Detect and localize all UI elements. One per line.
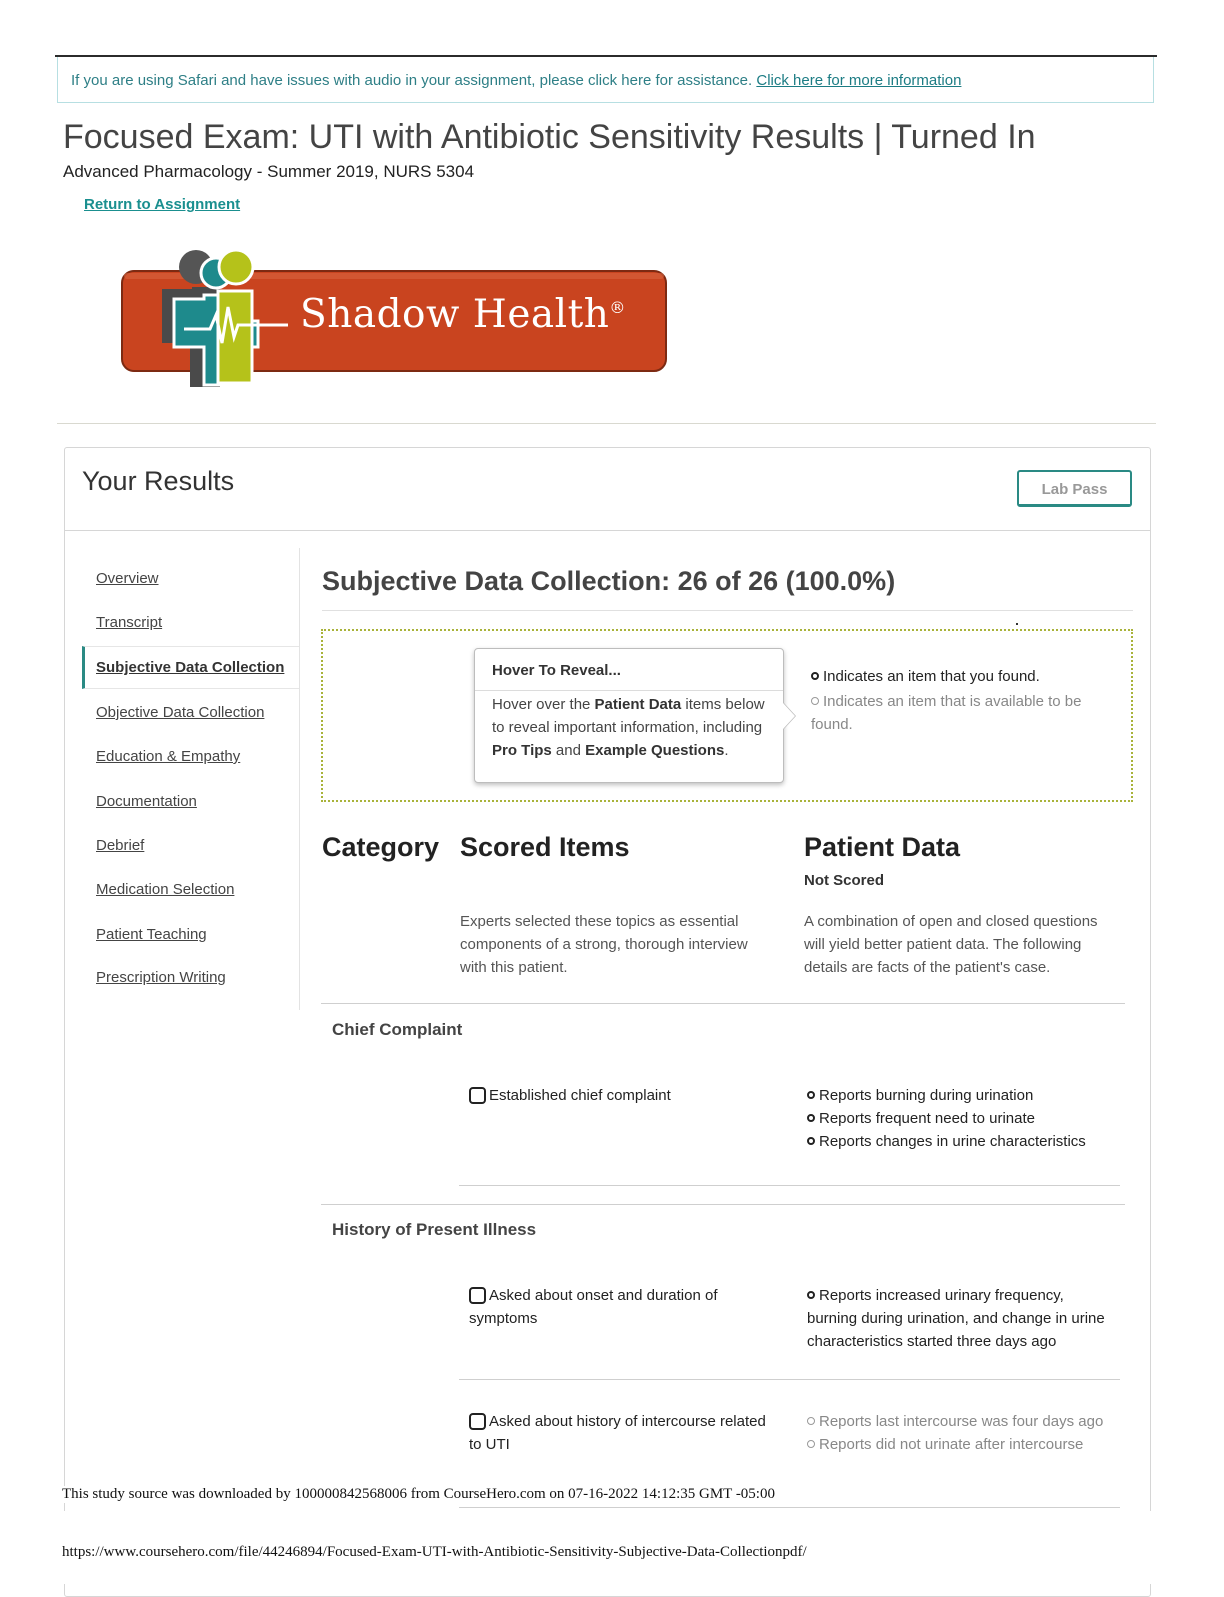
page-title: Focused Exam: UTI with Antibiotic Sensitivity Results | Turned In <box>63 118 1036 156</box>
item-divider <box>459 1185 1120 1186</box>
found-circle-icon <box>807 1291 815 1299</box>
tooltip-arrow <box>783 703 795 729</box>
checkbox-icon <box>469 1287 486 1304</box>
not-scored-label: Not Scored <box>804 872 885 889</box>
nav-prescription-writing[interactable]: Prescription Writing <box>96 969 226 986</box>
safari-notice-text: If you are using Safari and have issues with audio in your assignment, please click here for assistance. <box>71 72 753 89</box>
category-divider <box>321 1204 1125 1205</box>
logo-wordmark: Shadow Health® <box>300 292 626 337</box>
more-info-link[interactable]: Click here for more information <box>756 72 962 89</box>
patient-data-item[interactable]: Reports frequent need to urinate <box>807 1107 1119 1130</box>
nav-education-empathy[interactable]: Education & Empathy <box>96 748 241 765</box>
scored-item: Asked about history of intercourse related to UTI <box>469 1413 766 1453</box>
checkbox-icon <box>469 1087 486 1104</box>
results-title: Your Results <box>82 466 235 496</box>
scored-items-description: Experts selected these topics as essential components of a strong, thorough interview with this patient. <box>460 913 748 976</box>
nav-debrief[interactable]: Debrief <box>96 837 145 854</box>
available-circle-icon <box>807 1417 815 1425</box>
nav-overview[interactable]: Overview <box>96 570 159 587</box>
patient-data-list <box>807 1284 1113 1353</box>
category-title: History of Present Illness <box>332 1220 537 1239</box>
item-divider <box>459 1507 1120 1508</box>
nav-documentation[interactable]: Documentation <box>96 793 197 810</box>
download-notice: This study source was downloaded by 100000842568006 from CourseHero.com on 07-16-2022 14:12:35 GMT -05:00 <box>62 1486 775 1502</box>
patient-data-list <box>807 1084 1119 1153</box>
category-title: Chief Complaint <box>332 1020 463 1039</box>
nav-medication-selection[interactable]: Medication Selection <box>96 881 235 898</box>
patient-data-item[interactable]: Reports did not urinate after intercourse <box>807 1433 1107 1456</box>
patient-data-description: A combination of open and closed questions will yield better patient data. The following details are facts of the patient's case. <box>804 913 1098 976</box>
section-title: Subjective Data Collection: 26 of 26 (100.0%) <box>322 566 896 596</box>
course-name: Advanced Pharmacology - Summer 2019, NURS 5304 <box>63 162 475 181</box>
hover-reveal-tooltip <box>474 648 784 783</box>
patient-data-list <box>807 1410 1107 1456</box>
section-title-rule <box>322 610 1133 611</box>
safari-notice-banner <box>57 57 1154 103</box>
nav-transcript[interactable]: Transcript <box>96 614 163 631</box>
patient-data-item[interactable]: Reports changes in urine characteristics <box>807 1130 1119 1153</box>
tooltip-divider <box>475 690 783 691</box>
legend-found: Indicates an item that you found. <box>811 665 1040 688</box>
found-circle-icon <box>807 1091 815 1099</box>
column-category: Category <box>322 832 440 862</box>
patient-data-item[interactable]: Reports burning during urination <box>807 1084 1119 1107</box>
item-divider <box>459 1379 1120 1380</box>
stray-dot <box>1016 623 1018 625</box>
tooltip-body: Hover over the Patient Data items below to reveal important information, including Pro Tips and Example Questions. <box>492 696 765 759</box>
lab-pass-button[interactable]: Lab Pass <box>1017 470 1132 507</box>
nav-objective-data-collection[interactable]: Objective Data Collection <box>96 704 265 721</box>
nav-subjective-data-collection[interactable]: Subjective Data Collection <box>96 659 285 676</box>
patient-data-item[interactable]: Reports increased urinary frequency, burning during urination, and change in urine characteristics started three days ago <box>807 1287 1105 1350</box>
available-circle-icon <box>807 1440 815 1448</box>
checkbox-icon <box>469 1413 486 1430</box>
source-url: https://www.coursehero.com/file/44246894/Focused-Exam-UTI-with-Antibiotic-Sensitivity-Subjective-Data-Collectionpdf/ <box>62 1544 807 1560</box>
found-circle-icon <box>807 1114 815 1122</box>
category-divider <box>321 1003 1125 1004</box>
return-to-assignment-link[interactable]: Return to Assignment <box>84 196 241 213</box>
nav-patient-teaching[interactable]: Patient Teaching <box>96 926 207 943</box>
column-scored-items: Scored Items <box>460 832 630 862</box>
tooltip-title: Hover To Reveal... <box>492 662 621 679</box>
found-circle-icon <box>807 1137 815 1145</box>
found-circle-icon <box>811 672 819 680</box>
scored-item: Established chief complaint <box>469 1084 769 1107</box>
available-circle-icon <box>811 697 819 705</box>
scored-item: Asked about onset and duration of symptoms <box>469 1287 718 1327</box>
legend-available: Indicates an item that is available to be found. <box>811 693 1082 733</box>
patient-data-item[interactable]: Reports last intercourse was four days ago <box>807 1410 1107 1433</box>
header-divider <box>57 423 1156 424</box>
column-patient-data: Patient Data <box>804 832 961 862</box>
